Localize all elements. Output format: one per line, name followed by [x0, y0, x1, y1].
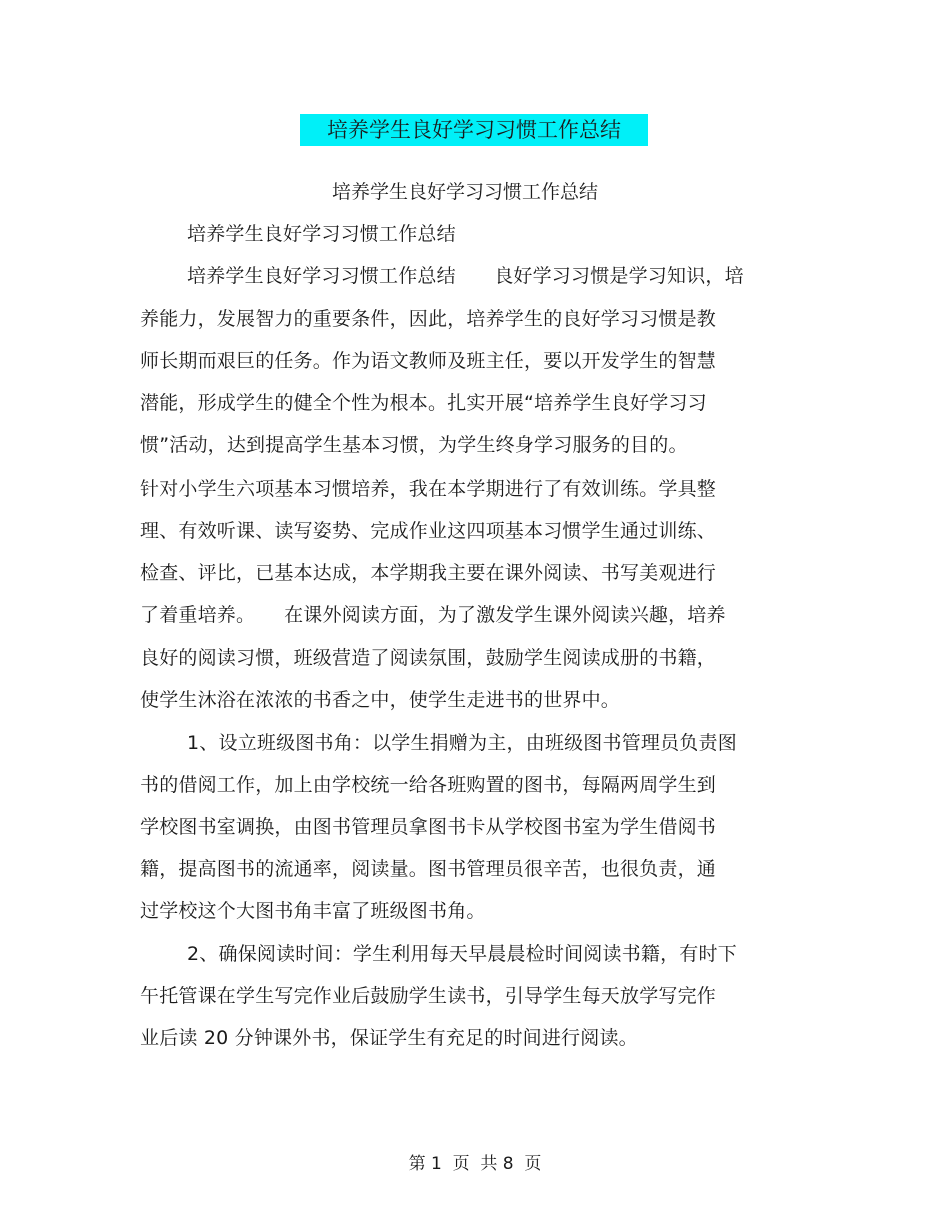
body-line: 培养学生良好学习习惯工作总结: [187, 223, 456, 245]
body-line: 学校图书室调换，由图书管理员拿图书卡从学校图书室为学生借阅书: [140, 816, 717, 838]
page-footer: 第 1 页 共 8 页: [408, 1154, 542, 1174]
body-line: 潜能，形成学生的健全个性为根本。扎实开展“培养学生良好学习习: [140, 392, 707, 414]
body-line: 针对小学生六项基本习惯培养，我在本学期进行了有效训练。学具整: [140, 478, 717, 500]
body-line: 2、确保阅读时间：学生利用每天早晨晨检时间阅读书籍，有时下: [187, 943, 737, 965]
body-line: 检查、评比，已基本达成，本学期我主要在课外阅读、书写美观进行: [140, 562, 717, 584]
document-subtitle: 培养学生良好学习习惯工作总结: [331, 181, 598, 203]
document-title: 培养学生良好学习习惯工作总结: [327, 118, 621, 142]
body-line: 过学校这个大图书角丰富了班级图书角。: [140, 900, 486, 922]
body-line: 午托管课在学生写完作业后鼓励学生读书，引导学生每天放学写完作: [140, 985, 717, 1007]
body-line: 惯”活动，达到提高学生基本习惯，为学生终身学习服务的目的。: [140, 434, 688, 456]
body-line: 理、有效听课、读写姿势、完成作业这四项基本习惯学生通过训练、: [140, 520, 717, 542]
body-line: 1、设立班级图书角：以学生捐赠为主，由班级图书管理员负责图: [187, 732, 737, 754]
body-line: 籍，提高图书的流通率，阅读量。图书管理员很辛苦，也很负责，通: [140, 858, 717, 880]
body-line: 养能力，发展智力的重要条件，因此，培养学生的良好学习习惯是教: [140, 308, 717, 330]
body-line: 使学生沐浴在浓浓的书香之中，使学生走进书的世界中。: [140, 689, 621, 711]
body-line: 了着重培养。 在课外阅读方面，为了激发学生课外阅读兴趣，培养: [140, 604, 726, 626]
body-line: 良好的阅读习惯，班级营造了阅读氛围，鼓励学生阅读成册的书籍，: [140, 647, 717, 669]
body-line: 师长期而艰巨的任务。作为语文教师及班主任，要以开发学生的智慧: [140, 350, 717, 372]
body-line: 培养学生良好学习习惯工作总结 良好学习习惯是学习知识，培: [187, 265, 744, 287]
body-line: 业后读 20 分钟课外书，保证学生有充足的时间进行阅读。: [140, 1027, 638, 1049]
body-line: 书的借阅工作，加上由学校统一给各班购置的图书，每隔两周学生到: [140, 774, 717, 796]
